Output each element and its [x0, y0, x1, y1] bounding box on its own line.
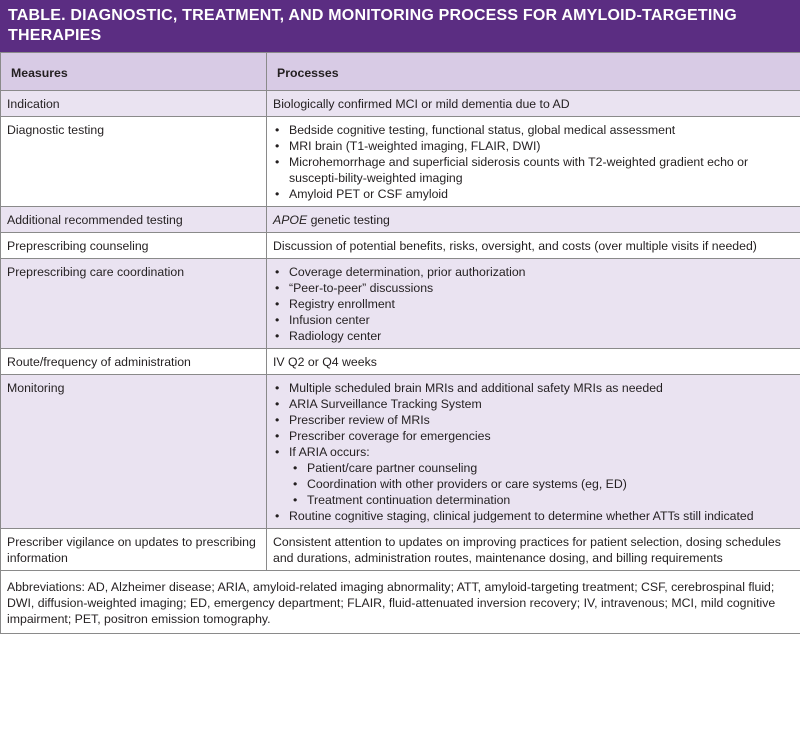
table-row — [1, 91, 800, 117]
header-processes: Processes — [267, 53, 800, 91]
measure-cell: Preprescribing care coordination — [1, 259, 267, 349]
measure-cell: Route/frequency of administration — [1, 349, 267, 375]
table-row — [1, 375, 800, 529]
bullet-list — [273, 264, 794, 344]
list-item: • Registry enrollment — [287, 296, 794, 312]
list-item: • Radiology center — [287, 328, 794, 344]
process-text: genetic testing — [307, 213, 390, 227]
process-cell — [267, 259, 800, 349]
abbreviations-row — [1, 571, 800, 634]
bullet-list — [273, 380, 794, 524]
table-row — [1, 259, 800, 349]
process-cell — [267, 207, 800, 233]
list-item: • Prescriber coverage for emergencies — [287, 428, 794, 444]
gene-name: APOE — [273, 213, 308, 227]
process-cell: Biologically confirmed MCI or mild dementia due to AD — [267, 91, 800, 117]
process-cell — [267, 375, 800, 529]
measure-cell: Monitoring — [1, 375, 267, 529]
table-row — [1, 207, 800, 233]
process-cell: Discussion of potential benefits, risks, oversight, and costs (over multiple visits if needed) — [267, 233, 800, 259]
measure-cell: Additional recommended testing — [1, 207, 267, 233]
table-row — [1, 117, 800, 207]
list-item: • Microhemorrhage and superficial siderosis counts with T2-weighted gradient echo or suscepti-bility-weighted imaging — [287, 154, 794, 186]
list-item: • Multiple scheduled brain MRIs and additional safety MRIs as needed — [287, 380, 794, 396]
list-item: • Routine cognitive staging, clinical judgement to determine whether ATTs still indicated — [287, 508, 794, 524]
sub-list-item: • Patient/care partner counseling — [305, 460, 794, 476]
list-item: • ARIA Surveillance Tracking System — [287, 396, 794, 412]
process-cell: Consistent attention to updates on improving practices for patient selection, dosing schedules and durations, administration routes, maintenance dosing, and billing requirements — [267, 529, 800, 571]
sub-list-item: • Treatment continuation determination — [305, 492, 794, 508]
sub-list-item: • Coordination with other providers or care systems (eg, ED) — [305, 476, 794, 492]
measure-cell: Indication — [1, 91, 267, 117]
list-item: • Prescriber review of MRIs — [287, 412, 794, 428]
header-measures: Measures — [1, 53, 267, 91]
process-cell: IV Q2 or Q4 weeks — [267, 349, 800, 375]
process-table — [0, 52, 800, 634]
abbreviations-note: Abbreviations: AD, Alzheimer disease; ARIA, amyloid-related imaging abnormality; ATT, amyloid-targeting treatment; CSF, cerebrospinal fluid; DWI, diffusion-weighted imaging; ED, emergency department; FLAIR, fluid-attenuated inversion recovery; IV, intravenous; MCI, mild cognitive impairment; PET, positron emission tomography. — [1, 571, 800, 634]
list-item-label: If ARIA occurs: — [289, 445, 370, 459]
table-row — [1, 529, 800, 571]
list-item: • “Peer-to-peer” discussions — [287, 280, 794, 296]
measure-cell: Diagnostic testing — [1, 117, 267, 207]
list-item: • Coverage determination, prior authorization — [287, 264, 794, 280]
table-title: TABLE. DIAGNOSTIC, TREATMENT, AND MONITORING PROCESS FOR AMYLOID-TARGETING THERAPIES — [0, 0, 800, 52]
list-item — [287, 444, 794, 508]
bullet-list — [273, 122, 794, 202]
header-row — [1, 53, 800, 91]
list-item: • MRI brain (T1-weighted imaging, FLAIR, DWI) — [287, 138, 794, 154]
measure-cell: Preprescribing counseling — [1, 233, 267, 259]
list-item: • Bedside cognitive testing, functional status, global medical assessment — [287, 122, 794, 138]
table-row — [1, 349, 800, 375]
measure-cell: Prescriber vigilance on updates to prescribing information — [1, 529, 267, 571]
sub-bullet-list — [289, 460, 794, 508]
list-item: • Amyloid PET or CSF amyloid — [287, 186, 794, 202]
process-cell — [267, 117, 800, 207]
table-row — [1, 233, 800, 259]
list-item: • Infusion center — [287, 312, 794, 328]
